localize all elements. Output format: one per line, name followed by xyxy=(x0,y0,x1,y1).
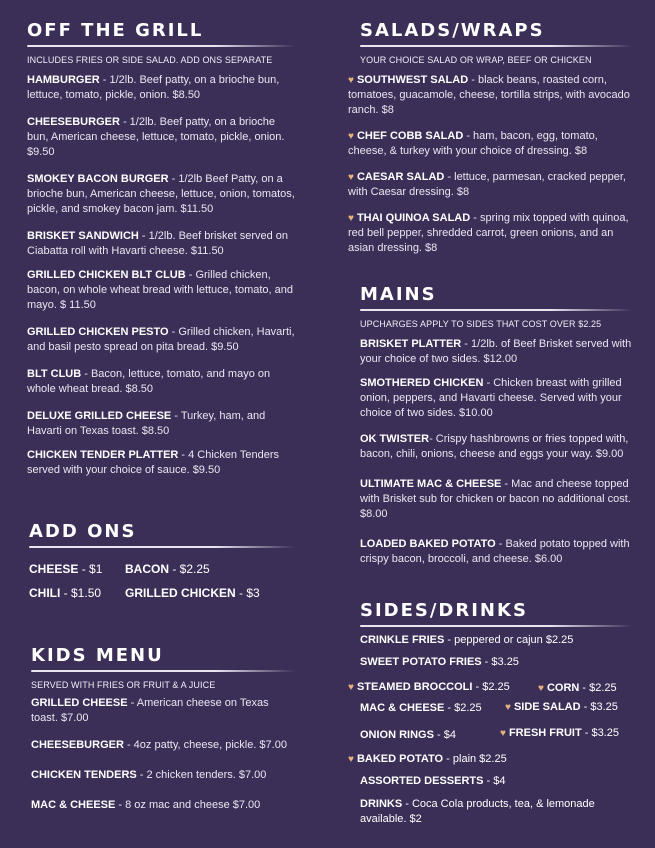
item-name: ASSORTED DESSERTS xyxy=(360,775,484,787)
grill-items xyxy=(27,73,295,478)
add-on-price: - $3 xyxy=(235,586,260,600)
menu-item xyxy=(348,170,632,200)
item-name: LOADED BAKED POTATO xyxy=(360,538,496,550)
divider xyxy=(29,546,295,548)
add-on-name: GRILLED CHICKEN xyxy=(125,586,236,600)
section-title: SALADS/WRAPS xyxy=(360,20,545,41)
add-on-item xyxy=(29,586,125,600)
menu-item xyxy=(31,696,295,726)
menu-item xyxy=(27,367,295,397)
item-desc: - peppered or cajun $2.25 xyxy=(444,634,574,646)
menu-item xyxy=(348,211,632,256)
item-name: BRISKET PLATTER xyxy=(360,338,462,350)
item-desc: - Bacon, lettuce, tomato, and mayo on whole wheat bread. $8.50 xyxy=(27,368,271,395)
add-on-price: - $1 xyxy=(78,562,103,576)
section-note: YOUR CHOICE SALAD OR WRAP, BEEF OR CHICKEN xyxy=(360,55,592,65)
salads-wraps-section xyxy=(348,20,632,265)
item-desc: - 1/2lb. Beef patty, on a brioche bun, American cheese, lettuce, tomato, pickle, onion. $9.50 xyxy=(27,116,285,158)
heart-icon: ♥ xyxy=(348,75,354,86)
add-on-item xyxy=(29,562,125,576)
menu-item xyxy=(360,376,632,421)
side-item xyxy=(360,701,482,716)
item-name: CHEESEBURGER xyxy=(31,739,124,751)
item-desc: - ham, bacon, egg, tomato, cheese, & turkey with your choice of dressing. $8 xyxy=(348,130,598,157)
item-name: MAC & CHEESE xyxy=(31,799,116,811)
menu-item xyxy=(31,798,295,813)
section-note: UPCHARGES APPLY TO SIDES THAT COST OVER $2.25 xyxy=(360,319,602,329)
mains-section xyxy=(360,284,632,576)
item-name: DRINKS xyxy=(360,798,403,810)
item-name: CHICKEN TENDER PLATTER xyxy=(27,449,179,461)
item-desc: - $2.25 xyxy=(579,682,617,694)
item-desc: - Turkey, ham, and Havarti on Texas toast. $8.50 xyxy=(27,410,266,437)
add-on-item xyxy=(125,586,265,600)
item-name: HAMBURGER xyxy=(27,74,100,86)
item-name: ULTIMATE MAC & CHEESE xyxy=(360,478,502,490)
side-item xyxy=(348,752,507,767)
divider xyxy=(27,45,295,47)
item-desc: - 1/2lb. Beef brisket served on Ciabatta roll with Havarti cheese. $11.50 xyxy=(27,230,289,257)
item-desc: - Grilled chicken, Havarti, and basil pesto spread on pita bread. $9.50 xyxy=(27,326,295,353)
add-ons-section xyxy=(29,521,295,600)
item-name: DELUXE GRILLED CHEESE xyxy=(27,410,172,422)
item-desc: - 8 oz mac and cheese $7.00 xyxy=(115,799,261,811)
side-item xyxy=(500,726,619,741)
item-name: GRILLED CHICKEN BLT CLUB xyxy=(27,269,186,281)
item-desc: - Chicken breast with grilled onion, peppers, and Havarti cheese. Served with your choice of two sides. $10.00 xyxy=(360,377,622,419)
item-desc: - 4oz patty, cheese, pickle. $7.00 xyxy=(123,739,287,751)
item-desc: - $2.25 xyxy=(444,702,482,714)
divider xyxy=(360,625,632,627)
menu-item xyxy=(27,268,295,313)
heart-icon: ♥ xyxy=(348,172,354,183)
item-desc: - Mac and cheese topped with Brisket sub for chicken or bacon no additional cost. $8.00 xyxy=(360,478,631,520)
menu-item xyxy=(31,768,295,783)
side-item xyxy=(360,655,519,670)
side-item xyxy=(538,681,617,696)
item-desc: - 1/2lb. Beef patty, on a brioche bun, lettuce, tomato, pickle, onion. $8.50 xyxy=(27,74,280,101)
item-desc: - Baked potato topped with crispy bacon, broccoli, and cheese. $6.00 xyxy=(360,538,630,565)
item-name: ONION RINGS xyxy=(360,729,434,741)
heart-icon: ♥ xyxy=(505,702,511,713)
item-name: CHICKEN TENDERS xyxy=(31,769,137,781)
item-name: CORN xyxy=(546,682,580,694)
side-item xyxy=(360,633,573,648)
item-name: BLT CLUB xyxy=(27,368,82,380)
heart-icon: ♥ xyxy=(348,682,354,693)
item-desc: - $3.25 xyxy=(581,727,619,739)
item-name: SOUTHWEST SALAD xyxy=(356,74,469,86)
heart-icon: ♥ xyxy=(348,754,354,765)
menu-item xyxy=(27,325,295,355)
section-title: OFF THE GRILL xyxy=(27,20,204,41)
heart-icon: ♥ xyxy=(348,213,354,224)
item-name: OK TWISTER xyxy=(360,433,430,445)
menu-item xyxy=(27,409,295,439)
side-item xyxy=(360,728,456,743)
off-the-grill-section xyxy=(27,20,295,487)
menu-item xyxy=(360,337,632,367)
side-item xyxy=(360,774,505,789)
item-desc: - $4 xyxy=(483,775,506,787)
item-desc: - 1/2lb Beef Patty, on a brioche bun, American cheese, lettuce, onion, tomatos, pickle, and smokey bacon jam. $11.50 xyxy=(27,173,295,215)
section-note: SERVED WITH FRIES OR FRUIT & A JUICE xyxy=(31,680,216,690)
menu-item xyxy=(360,432,632,462)
add-on-item xyxy=(125,562,265,576)
item-desc: - 4 Chicken Tenders served with your choice of sauce. $9.50 xyxy=(27,449,280,476)
item-name: CRINKLE FRIES xyxy=(360,634,445,646)
item-desc: - black beans, roasted corn, tomatoes, guacamole, cheese, tortilla strips, with avocado ranch. $8 xyxy=(348,74,630,116)
menu-item xyxy=(360,477,632,522)
menu-item xyxy=(27,73,295,103)
menu-item xyxy=(360,537,632,567)
divider xyxy=(360,45,632,47)
item-desc: - Coca Cola products, tea, & lemonade available. $2 xyxy=(360,798,595,825)
section-note: INCLUDES FRIES OR SIDE SALAD. ADD ONS SEPARATE xyxy=(27,55,273,65)
item-desc: - $4 xyxy=(433,729,456,741)
item-name: GRILLED CHEESE xyxy=(31,697,128,709)
item-name: STEAMED BROCCOLI xyxy=(356,681,473,693)
menu-item xyxy=(348,129,632,159)
item-desc: - Crispy hashbrowns or fries topped with, bacon, chili, onions, cheese and eggs your way. $9.00 xyxy=(360,433,629,460)
item-desc: - 2 chicken tenders. $7.00 xyxy=(136,769,267,781)
item-desc: - lettuce, parmesan, cracked pepper, with Caesar dressing. $8 xyxy=(348,171,626,198)
divider xyxy=(31,670,295,672)
divider xyxy=(360,309,632,311)
item-name: CAESAR SALAD xyxy=(356,171,445,183)
item-name: CHEESEBURGER xyxy=(27,116,120,128)
menu-item xyxy=(27,115,295,160)
item-desc: - $3.25 xyxy=(580,701,618,713)
section-title: KIDS MENU xyxy=(31,645,164,666)
item-name: FRESH FRUIT xyxy=(508,727,582,739)
menu-item xyxy=(27,448,295,478)
item-desc: - Grilled chicken, bacon, on whole wheat bread with lettuce, tomato, and mayo. $ 11.50 xyxy=(27,269,294,311)
section-title: SIDES/DRINKS xyxy=(360,600,528,621)
heart-icon: ♥ xyxy=(538,683,544,694)
add-on-name: CHILI xyxy=(29,586,61,600)
side-item xyxy=(348,680,510,695)
side-item xyxy=(505,700,618,715)
sides-drinks-section xyxy=(348,600,632,840)
item-name: SWEET POTATO FRIES xyxy=(360,656,482,668)
item-name: MAC & CHEESE xyxy=(360,702,445,714)
menu-item xyxy=(348,73,632,118)
item-name: SMOKEY BACON BURGER xyxy=(27,173,169,185)
heart-icon: ♥ xyxy=(500,728,506,739)
item-desc: - $3.25 xyxy=(481,656,519,668)
add-on-price: - $1.50 xyxy=(60,586,102,600)
item-name: BRISKET SANDWICH xyxy=(27,230,139,242)
item-name: BAKED POTATO xyxy=(356,753,444,765)
item-name: SMOTHERED CHICKEN xyxy=(360,377,484,389)
item-name: GRILLED CHICKEN PESTO xyxy=(27,326,169,338)
item-desc: - spring mix topped with quinoa, red bell pepper, shredded carrot, green onions, and an asian dressing. $8 xyxy=(348,212,629,254)
item-desc: - plain $2.25 xyxy=(443,753,507,765)
menu-item xyxy=(31,738,295,753)
kids-menu-section xyxy=(31,645,295,822)
section-title: ADD ONS xyxy=(29,521,137,542)
section-title: MAINS xyxy=(360,284,437,305)
item-desc: - $2.25 xyxy=(472,681,510,693)
item-name: CHEF COBB SALAD xyxy=(356,130,464,142)
item-desc: - 1/2lb. of Beef Brisket served with your choice of two sides. $12.00 xyxy=(360,338,632,365)
add-on-name: CHEESE xyxy=(29,562,79,576)
menu-item xyxy=(27,229,295,259)
menu-item xyxy=(27,172,295,217)
item-desc: - American cheese on Texas toast. $7.00 xyxy=(31,697,269,724)
heart-icon: ♥ xyxy=(348,131,354,142)
item-name: SIDE SALAD xyxy=(513,701,581,713)
side-item xyxy=(360,797,620,827)
add-on-price: - $2.25 xyxy=(169,562,210,576)
add-ons-grid xyxy=(29,562,295,600)
item-name: THAI QUINOA SALAD xyxy=(356,212,471,224)
add-on-name: BACON xyxy=(125,562,169,576)
